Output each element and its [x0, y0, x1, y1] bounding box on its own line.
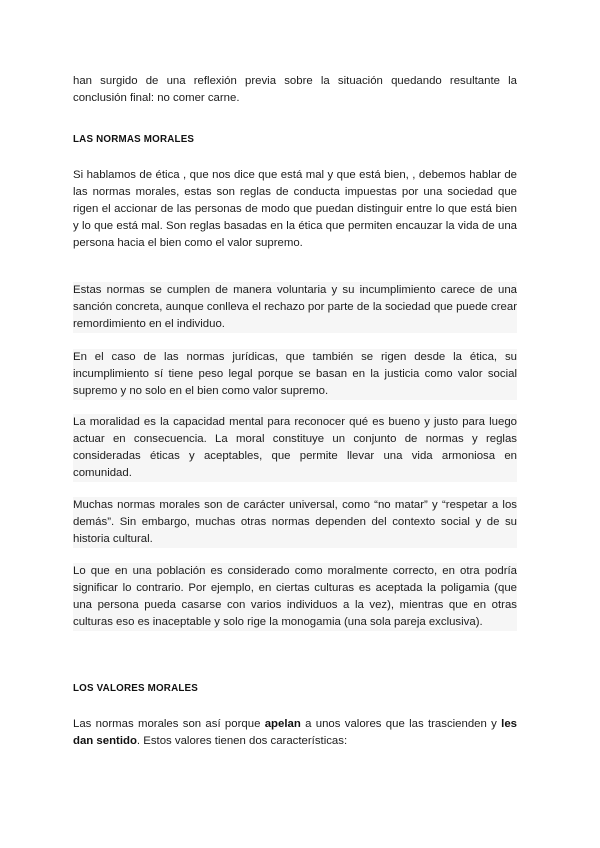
- valores-bold-les-dan-sentido: les dan sentido: [73, 718, 517, 747]
- section-heading-normas-morales: LAS NORMAS MORALES: [73, 134, 195, 145]
- valores-text-1: Las normas morales son así porque: [73, 718, 265, 730]
- paragraph-normas-universales: Muchas normas morales son de carácter universal, como “no matar” y “respetar a los demás”. Sin embargo, muchas otras normas dependen del contexto social y de su historia cultural.: [73, 497, 517, 548]
- paragraph-relatividad-cultural: Lo que en una población es considerado como moralmente correcto, en otra podría significar lo contrario. Por ejemplo, en ciertas culturas es aceptada la poligamia (que una persona pueda casarse con varios individuos a la vez), mientras que en otras culturas eso es inaceptable y solo rige la monogamia (una sola pareja exclusiva).: [73, 563, 517, 631]
- valores-bold-apelan: apelan: [264, 718, 301, 730]
- intro-paragraph: han surgido de una reflexión previa sobre la situación quedando resultante la conclusión final: no comer carne.: [73, 75, 517, 104]
- paragraph-normas-definicion: Si hablamos de ética , que nos dice que está mal y que está bien, , debemos hablar de las normas morales, estas son reglas de conducta impuestas por una sociedad que rigen el accionar de las personas de modo que puedan distinguir entre lo que está bien y lo que está mal. Son reglas basadas en la ética que permiten encauzar la vida de una persona hacia el bien como el valor supremo.: [73, 169, 517, 249]
- valores-text-3: . Estos valores tienen dos características:: [136, 735, 348, 747]
- paragraph-cumplimiento-voluntario: Estas normas se cumplen de manera voluntaria y su incumplimiento carece de una sanción concreta, aunque conlleva el rechazo por parte de la sociedad que puede crear remordimiento en el individuo.: [73, 282, 517, 333]
- valores-text-2: a unos valores que las trascienden y: [300, 718, 502, 730]
- section-heading-valores-morales: LOS VALORES MORALES: [73, 683, 198, 694]
- paragraph-valores-intro: [73, 716, 517, 750]
- paragraph-normas-juridicas: En el caso de las normas jurídicas, que también se rigen desde la ética, su incumplimiento sí tiene peso legal porque se basan en la justicia como valor social supremo y no solo en el bien como valor supremo.: [73, 349, 517, 400]
- paragraph-moralidad: La moralidad es la capacidad mental para reconocer qué es bueno y justo para luego actuar en consecuencia. La moral constituye un conjunto de normas y reglas consideradas éticas y aceptables, que permite llevar una vida armoniosa en comunidad.: [73, 414, 517, 482]
